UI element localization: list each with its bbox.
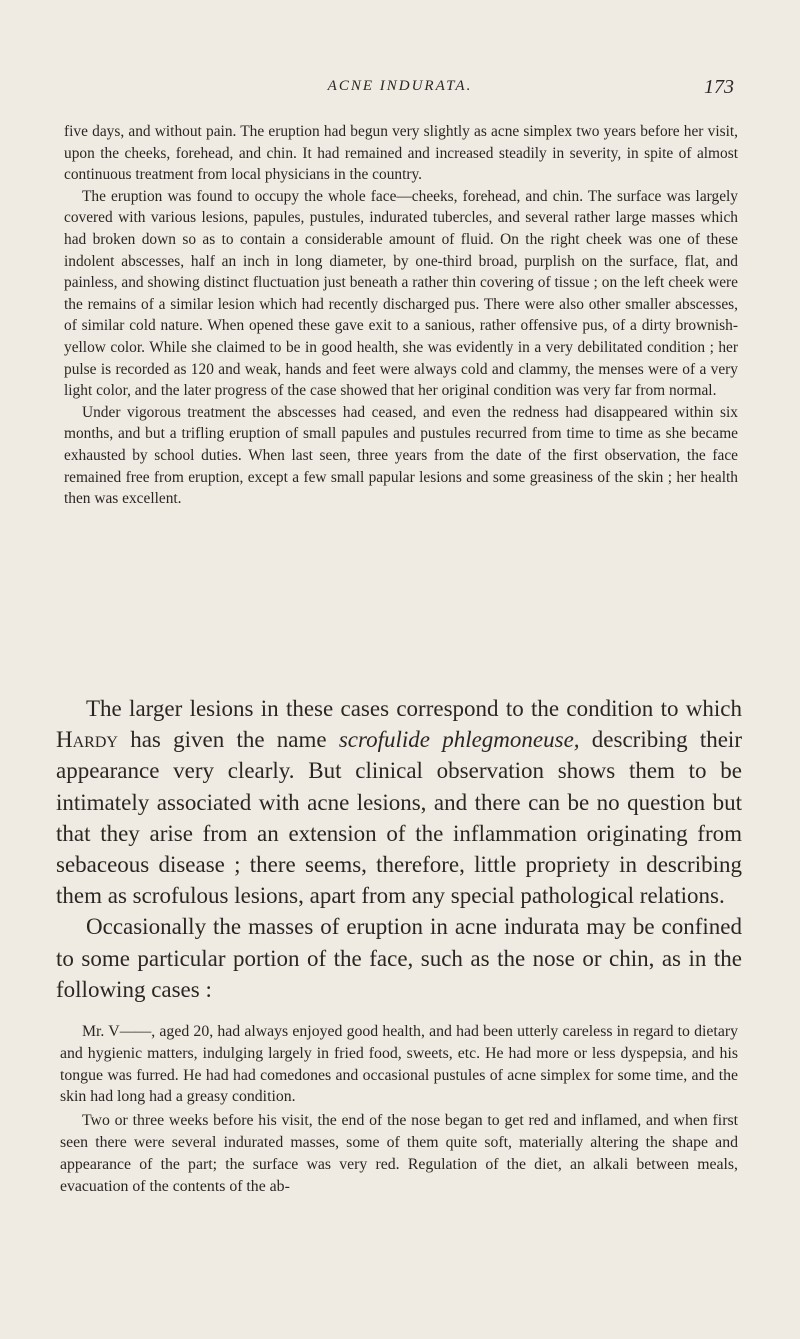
discussion-paragraph-2: Occasionally the masses of eruption in acne indurata may be confined to some particular portion of the face, such as the nose or chin, as in the following cases : bbox=[56, 914, 742, 1002]
page-number: 173 bbox=[704, 76, 734, 98]
case-paragraph: The eruption was found to occupy the whole face—cheeks, forehead, and chin. The surface was largely covered with various lesions, papules, pustules, indurated tubercles, and several rather large masses which had broken down so as to contain a considerable amount of fluid. On the right cheek was one of these indolent abscesses, half an inch in long diameter, by one-third broad, purplish on the surface, flat, and painless, and showing distinct fluctuation just beneath a rather thin covering of tissue ; on the left cheek were the remains of a similar lesion which had recently discharged pus. There were also other smaller abscesses, of similar cold nature. When opened these gave exit to a sanious, rather offensive pus, of a dirty brownish-yellow color. While she claimed to be in good health, she was evidently in a very debilitated condition ; her pulse is recorded as 120 and weak, hands and feet were always cold and clammy, the menses were of a very light color, and the later progress of the case showed that her original condition was very far from normal. bbox=[64, 187, 738, 400]
running-title: ACNE INDURATA. bbox=[327, 78, 473, 94]
case-paragraph: five days, and without pain. The eruption had begun very slightly as acne simplex two years before her visit, upon the cheeks, forehead, and chin. It had remained and increased steadily in severity, in spite of almost continuous treatment from local physicians in the country. bbox=[64, 123, 738, 184]
case-report bbox=[60, 1021, 738, 1197]
term: scrofulide phlegmoneuse, bbox=[338, 727, 580, 753]
case-paragraph: Mr. V——, aged 20, had always enjoyed good health, and had been utterly careless in regard to dietary and hygienic matters, indulging largely in fried food, sweets, etc. He had more or less dyspepsia, and his tongue was furred. He had had comedones and occasional pustules of acne simplex for some time, and the skin had long had a greasy condition. bbox=[60, 1023, 738, 1106]
case-report-continuation bbox=[64, 121, 738, 510]
case-paragraph: Two or three weeks before his visit, the end of the nose began to get red and inflamed, and when first seen there were several indurated masses, some of them quite soft, materially altering the shape and appearance of the part; the surface was very red. Regulation of the diet, an alkali between meals, evacuation of the contents of the ab- bbox=[60, 1112, 738, 1195]
text-run: describing their appearance very clearly. But clinical observation shows them to be intimately associated with acne lesions, and there can be no question but that they arise from an extension of the inflammation originating from sebaceous disease ; there seems, therefore, little propriety in describing them as scrofulous lesions, apart from any special pathological relations. bbox=[56, 727, 742, 909]
discussion-paragraph-1 bbox=[56, 693, 742, 911]
text-run: has given the name bbox=[117, 727, 339, 753]
text-run: The larger lesions in these cases correspond to the condition to which bbox=[86, 696, 742, 721]
case-paragraph: Under vigorous treatment the abscesses had ceased, and even the redness had disappeared within six months, and but a trifling eruption of small papules and pustules recurred from time to time as she became exhausted by school duties. When last seen, three years from the date of the first observation, the face remained free from eruption, except a few small papular lesions and some greasiness of the skin ; her health then was excellent. bbox=[64, 403, 738, 508]
discussion-text bbox=[56, 693, 742, 1005]
author-name: Hardy bbox=[56, 727, 118, 753]
